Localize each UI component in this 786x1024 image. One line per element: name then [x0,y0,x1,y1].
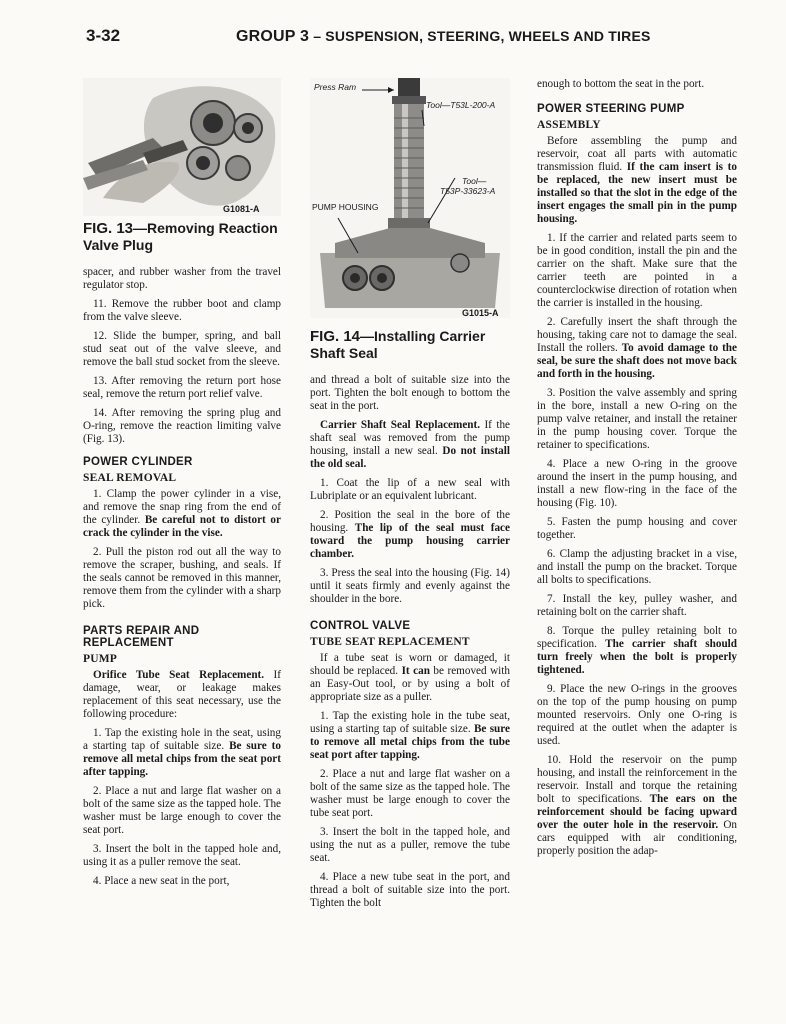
callout-tool-2b: T53P-33623-A [440,186,496,196]
heading-parts-repair: PARTS REPAIR AND REPLACEMENT [83,625,200,649]
tube-intro-bold: It can [401,665,430,677]
carrier-step-1: 1. Coat the lip of a new seal with Lubriplate or an equivalent lubricant. [310,477,510,502]
assembly-step-2 [537,316,737,381]
heading-seal-removal: SEAL REMOVAL [83,472,177,484]
heading-pump: PUMP [83,653,118,665]
seal-step-2: 2. Pull the piston rod out all the way to remove the scraper, bushing, and seals. If the seals cannot be removed in this manner, remove them from the cylinder with a sharp pick. [83,546,281,610]
tube-step-1 [310,710,510,762]
tube-step-3: 3. Insert the bolt in the tapped hole, and using the nut as a puller, remove the tube seat. [310,826,510,864]
carrier-warning: Do not install the old seal. [310,445,510,470]
assembly-intro-warning: If the cam insert is to be replaced, the new insert must be installed so that the slot in the edge of the insert engages the small pin in the pump housing. [537,161,737,225]
figure-14-caption-text: —Installing Carrier Shaft Seal [310,328,486,361]
tube-intro-text: If a tube seat is worn or damaged, it should be replaced. [310,652,510,677]
group-title [236,28,651,46]
orifice-step-1-text: 1. Tap the existing hole in the seat, using a starting tap of suitable size. [83,727,281,752]
figure-13 [83,78,281,254]
step-11: 11. Remove the rubber boot and clamp from the valve sleeve. [83,298,281,323]
page-header [86,26,746,48]
seal-step-1 [83,488,281,540]
carrier-text: If the shaft seal was removed from the pump housing, install a new seal. [310,419,510,457]
paragraph: and thread a bolt of suitable size into the port. Tighten the bolt enough to bottom the seat in the port. [310,374,510,412]
column-right [537,78,737,864]
step-12: 12. Slide the bumper, spring, and ball stud seat out of the valve sleeve, and remove the ball stud socket from the sleeve. [83,330,281,368]
assembly-step-8-warning: The carrier shaft should turn freely when the bolt is properly tightened. [537,638,737,676]
assembly-intro [537,135,737,226]
assembly-step-8 [537,625,737,677]
orifice-text: If damage, wear, or leakage makes replacement of this seat necessary, use the following procedure: [83,669,281,720]
heading-tube-seat: TUBE SEAT REPLACEMENT [310,636,470,648]
heading-power-steering-pump: POWER STEERING PUMP [537,103,685,115]
figure-14-number: FIG. 14 [310,328,361,345]
carrier-step-2-warning: The lip of the seal must face toward the pump housing carrier chamber. [310,522,510,560]
assembly-step-5: 5. Fasten the pump housing and cover together. [537,516,737,541]
figure-14-caption [310,328,510,362]
figure-13-code: G1081-A [223,204,260,214]
carrier-step-2-text: 2. Position the seal in the bore of the housing. [310,509,510,534]
paragraph: enough to bottom the seat in the port. [537,78,705,90]
figure-14-code: G1015-A [462,308,499,318]
tube-intro [310,652,510,704]
orifice-step-1-warning: Be sure to remove all metal chips from the seat port after tapping. [83,740,281,778]
callout-tool-1: Tool—T53L-200-A [426,100,496,110]
carrier-step-2 [310,509,510,561]
column-left [83,78,281,894]
heading-power-cylinder: POWER CYLINDER [83,456,193,468]
tube-step-4: 4. Place a new tube seat in the port, and thread a bolt of suitable size into the port. Tighten the bolt [310,871,510,909]
page-number: 3-32 [86,26,121,45]
assembly-step-10-text: 10. Hold the reservoir on the pump housing, and install the reinforcement in the reservoir. Install and torque the retaining bolt to specifications. [537,754,737,805]
figure-14-illustration [310,78,510,318]
tube-step-1-warning: Be sure to remove all metal chips from the tube seat port after tapping. [310,723,510,761]
carrier-title: Carrier Shaft Seal Replacement. [320,419,481,431]
seal-step-1-warning: Be careful not to distort or crack the cylinder in the vise. [83,514,281,539]
assembly-step-10 [537,754,737,858]
callout-pump-housing: PUMP HOUSING [312,202,379,212]
column-middle [310,78,510,916]
tube-step-2: 2. Place a nut and large flat washer on a bolt of the same size as the tapped hole. The washer must be large enough to cover the tube seat port. [310,768,510,819]
assembly-step-3: 3. Position the valve assembly and spring in the bore, install a new O-ring on the pump valve retainer, and install the retainer in the pump housing cover. Torque the retainer to specifications. [537,387,737,451]
callout-tool-2a: Tool— [462,176,487,186]
figure-13-caption [83,220,281,254]
assembly-step-10-warning: The ears on the reinforcement should be facing upward over the outer hole in the reservoir. [537,793,737,831]
tube-step-1-text: 1. Tap the existing hole in the tube seat, using a starting tap of suitable size. [310,710,510,735]
paragraph: spacer, and rubber washer from the travel regulator stop. [83,266,281,291]
assembly-step-1: 1. If the carrier and related parts seem to be in good condition, install the pin and the carrier on the shaft. Make sure that the carrier teeth are pointed in a counterclockwise direction of rotation when the carrier is installed in the housing. [537,232,737,309]
assembly-step-8-text: 8. Torque the pulley retaining bolt to specification. [537,625,737,650]
seal-step-1-text: 1. Clamp the power cylinder in a vise, and remove the snap ring from the end of the cylinder. [83,488,281,526]
figure-13-illustration [83,78,281,216]
assembly-step-6: 6. Clamp the adjusting bracket in a vise, and install the pump on the bracket. Torque all bolts to specifications. [537,548,737,586]
orifice-step-3: 3. Insert the bolt in the tapped hole and, using it as a puller remove the seat. [83,843,281,868]
step-14: 14. After removing the spring plug and O-ring, remove the reaction limiting valve (Fig. 13). [83,407,281,445]
heading-assembly: ASSEMBLY [537,119,601,131]
assembly-step-9: 9. Place the new O-rings in the grooves on the top of the pump housing on pump mounted reservoirs. Only one O-ring is required at the outlet when the adapter is used. [537,683,737,747]
figure-14 [310,78,510,362]
orifice-title: Orifice Tube Seat Replacement. [93,669,265,681]
orifice-step-4: 4. Place a new seat in the port, [93,875,230,887]
assembly-step-4: 4. Place a new O-ring in the groove around the insert in the pump housing, and install a new flow-ring in the face of the housing (Fig. 10). [537,458,737,509]
carrier-step-3: 3. Press the seal into the housing (Fig. 14) until it seats firmly and evenly against the shoulder in the bore. [310,567,510,605]
assembly-step-7: 7. Install the key, pulley washer, and retaining bolt on the carrier shaft. [537,593,737,618]
assembly-step-2-warning: To avoid damage to the seal, be sure the shaft does not move back and forth in the housing. [537,342,737,380]
group-word: GROUP 3 [236,28,310,45]
tube-intro-rest: be removed with an Easy-Out tool, or by using a bolt of appropriate size as a puller. [310,665,510,703]
figure-13-caption-text: —Removing Reaction Valve Plug [83,220,278,253]
group-subtitle: – SUSPENSION, STEERING, WHEELS AND TIRES [309,28,651,44]
callout-press-ram: Press Ram [314,82,357,92]
orifice-step-1 [83,727,281,779]
orifice-intro [83,669,281,721]
assembly-intro-text: Before assembling the pump and reservoir, coat all parts with automatic transmission fluid. [537,135,737,173]
step-13: 13. After removing the return port hose seal, remove the return port relief valve. [83,375,281,400]
figure-13-number: FIG. 13 [83,220,134,237]
carrier-intro [310,419,510,471]
orifice-step-2: 2. Place a nut and large flat washer on a bolt of the same size as the tapped hole. The washer must be large enough to cover the seat port. [83,785,281,836]
heading-control-valve: CONTROL VALVE [310,620,411,632]
assembly-step-2-text: 2. Carefully insert the shaft through the housing, taking care not to damage the seal. Install the rollers. [537,316,737,354]
assembly-step-10-rest: On cars equipped with air conditioning, properly position the adap- [537,819,737,857]
